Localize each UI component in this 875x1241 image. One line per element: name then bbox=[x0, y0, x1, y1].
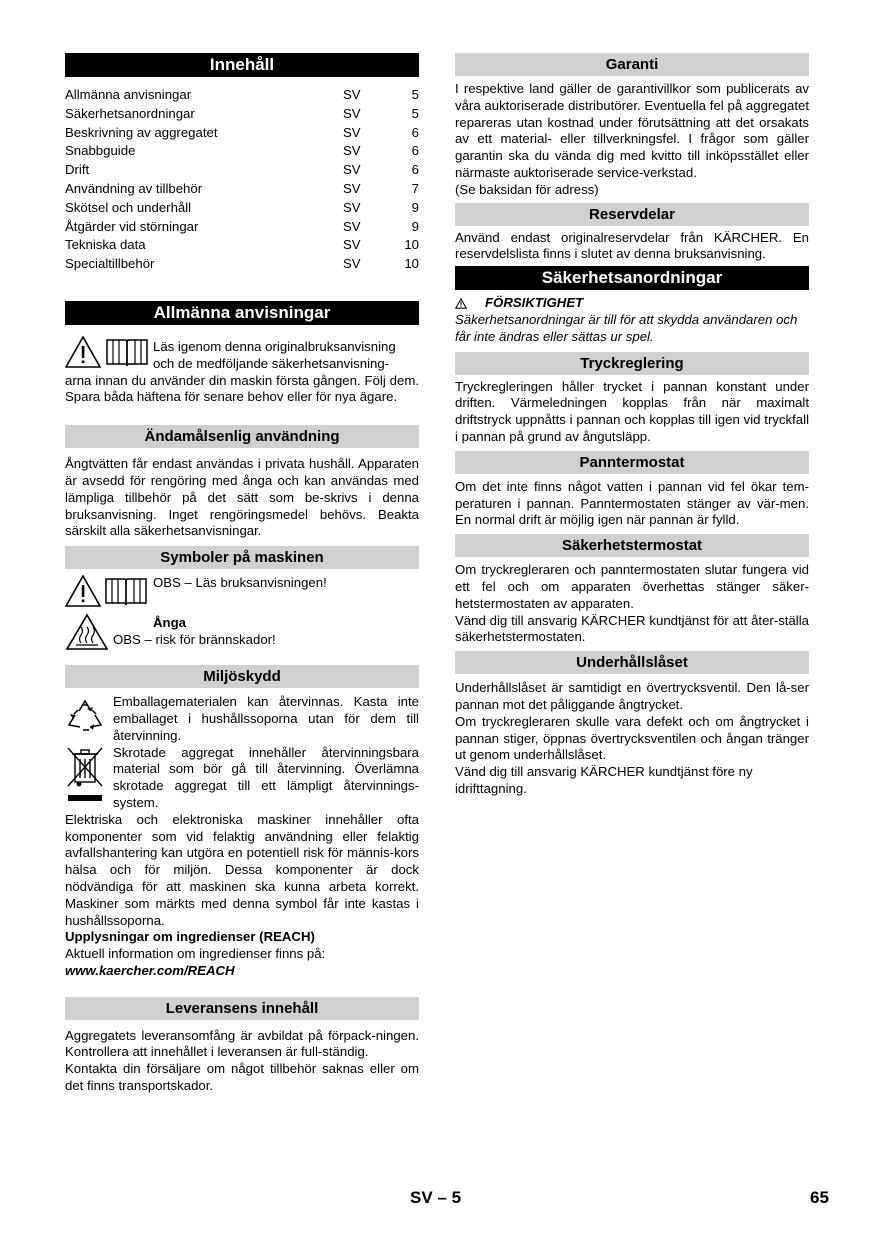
toc-entry-title: Säkerhetsanordningar bbox=[65, 105, 195, 121]
toc-entry-title: Användning av tillbehör bbox=[65, 180, 203, 196]
reach-text: Aktuell information om ingredienser finns på: bbox=[65, 946, 326, 962]
toc-entry-lang: SV bbox=[343, 105, 361, 121]
toc-entry-lang: SV bbox=[343, 87, 361, 102]
caution-label: FÖRSIKTIGHET bbox=[485, 295, 584, 311]
crossed-out-bin-icon bbox=[65, 745, 113, 805]
toc-entry-page: 9 bbox=[411, 218, 419, 234]
toc-entry-page: 10 bbox=[404, 256, 419, 272]
warning-icon bbox=[65, 336, 101, 368]
toc-row[interactable] bbox=[65, 161, 419, 180]
left-column bbox=[65, 53, 419, 1095]
safety-heading: Säkerhetsanordningar bbox=[455, 266, 809, 290]
weee-block bbox=[65, 745, 419, 812]
obs-read-text: OBS – Läs bruksanvisningen! bbox=[153, 575, 327, 591]
toc-entry-title: Allmänna anvisningar bbox=[65, 87, 192, 102]
toc-entry-page: 6 bbox=[411, 143, 419, 159]
caution-label-row bbox=[455, 295, 809, 312]
steam-title: Ånga bbox=[153, 615, 186, 631]
toc-entry-title: Beskrivning av aggregatet bbox=[65, 124, 218, 140]
toc-entry-lang: SV bbox=[343, 218, 361, 234]
boiler-thermostat-text: Om det inte finns något vatten i pannan vid fel ökar tem-peraturen i pannan. Panntermostaten stänger av vär-men. En normal drift är möjlig igen när pannan är fylld. bbox=[455, 478, 809, 528]
toc-row[interactable] bbox=[65, 236, 419, 255]
toc-entry-lang: SV bbox=[343, 162, 361, 178]
recycle-text: Emballagematerialen kan återvinnas. Kasta inte emballaget i hushållssoporna utan för dem till återvinning. bbox=[113, 694, 419, 743]
toc-row[interactable] bbox=[65, 255, 419, 274]
intro-rest: arna innan du använder din maskin första gången. Följ dem. Spara båda häftena för senare behov eller för nya ägare. bbox=[65, 372, 419, 405]
toc-entry-lang: SV bbox=[343, 199, 361, 215]
maintenance-lock-text-3: Vänd dig till ansvarig KÄRCHER kundtjänst före ny idrifttagning. bbox=[455, 764, 753, 796]
toc-row[interactable] bbox=[65, 105, 419, 124]
general-heading: Allmänna anvisningar bbox=[65, 301, 419, 325]
toc-entry-page: 10 bbox=[404, 237, 419, 253]
toc-entry-title: Tekniska data bbox=[65, 237, 146, 253]
intended-use-heading: Ändamålsenlig användning bbox=[65, 425, 419, 448]
toc-entry-title: Specialtillbehör bbox=[65, 256, 155, 272]
pressure-heading: Tryckreglering bbox=[455, 352, 809, 375]
toc-entry-lang: SV bbox=[343, 237, 361, 253]
pressure-text: Tryckregleringen håller trycket i pannan konstant under driften. Värmeledningen kopplas från när maximalt driftstryck uppnåtts i pannan och kopplas till igen vid tryckfall i pannan på grund av ångutsläpp. bbox=[455, 378, 809, 444]
warranty-address: (Se baksidan för adress) bbox=[455, 181, 599, 197]
manual-book-icon bbox=[105, 336, 149, 368]
caution-text: Säkerhetsanordningar är till för att skydda användaren och får inte ändras eller sättas ur spel. bbox=[455, 311, 798, 344]
warranty-heading: Garanti bbox=[455, 53, 809, 76]
toc-entry-page: 9 bbox=[411, 199, 419, 215]
spare-parts-heading: Reservdelar bbox=[455, 203, 809, 226]
caution-triangle-icon bbox=[455, 298, 485, 309]
symbol-steam bbox=[65, 613, 419, 651]
toc-entry-page: 6 bbox=[411, 162, 419, 178]
maintenance-lock-text-2: Om tryckregleraren skulle vara defekt och om ångtrycket i pannan stiger, öppnas övertrycksventilen och ångan tränger ut genom underhållslåset. bbox=[455, 713, 809, 763]
warranty-text: I respektive land gäller de garantivillkor som publicerats av våra auktoriserade distributörer. Eventuella fel på aggregatet repareras utan kostnad under förutsättning att det orsakats av ett material- eller tillverkningsfel. I frågor som gäller garantin ska du vända dig med kvitto till inköpsstället eller närmaste auktoriserade service-verkstad. bbox=[455, 81, 809, 180]
toc-entry-title: Åtgärder vid störningar bbox=[65, 218, 199, 234]
toc-entry-lang: SV bbox=[343, 256, 361, 272]
footer-language-page: SV – 5 bbox=[410, 1188, 462, 1207]
delivery-text-1: Aggregatets leveransomfång är avbildat på förpack-ningen. Kontrollera att innehållet i leveransen är full-ständig. bbox=[65, 1027, 419, 1060]
toc-row[interactable] bbox=[65, 180, 419, 199]
maintenance-lock-heading: Underhållslåset bbox=[455, 651, 809, 674]
symbols-heading: Symboler på maskinen bbox=[65, 546, 419, 569]
toc-entry-title: Skötsel och underhåll bbox=[65, 199, 192, 215]
safety-thermostat-text-1: Om tryckregleraren och panntermostaten slutar fungera vid ett fel och om apparaten överhettas stänger säker-hetstermostaten av apparaten. bbox=[455, 562, 809, 611]
spare-parts-text: Använd endast originalreservdelar från KÄRCHER. En reservdelslista finns i slutet av denna bruksanvisning. bbox=[455, 229, 809, 262]
toc-entry-title: Drift bbox=[65, 162, 90, 178]
toc-row[interactable] bbox=[65, 142, 419, 161]
toc-entry-lang: SV bbox=[343, 143, 361, 159]
delivery-text-2: Kontakta din försäljare om något tillbehör saknas eller om det finns transportskador. bbox=[65, 1061, 419, 1094]
table-of-contents bbox=[65, 86, 419, 274]
toc-entry-title: Snabbguide bbox=[65, 143, 136, 159]
environment-heading: Miljöskydd bbox=[65, 665, 419, 688]
steam-text: OBS – risk för brännskador! bbox=[113, 631, 276, 647]
weee-text: Skrotade aggregat innehåller återvinningsbara material som bör gå till återvinning. Överlämna skrotade aggregat till ett lämpligt återvinnings-system. bbox=[113, 744, 419, 810]
general-intro bbox=[65, 339, 419, 406]
toc-row[interactable] bbox=[65, 86, 419, 105]
toc-entry-page: 7 bbox=[411, 180, 419, 196]
toc-row[interactable] bbox=[65, 124, 419, 143]
delivery-heading: Leveransens innehåll bbox=[65, 997, 419, 1020]
maintenance-lock-text-1: Underhållslåset är samtidigt en övertrycksventil. Den lå-ser pannan mot det påliggande ångtrycket. bbox=[455, 680, 809, 712]
hot-steam-warning-icon bbox=[65, 613, 113, 651]
intended-use-text: Ångtvätten får endast användas i privata hushåll. Apparaten är avsedd för rengöring med ånga och kan användas med lämpliga tillbehör på det sätt som be-skrivs i denna bruksanvisning. Inget rengöringsmedel behövs. Beakta särskilt alla säkerhetsanvisningar. bbox=[65, 456, 419, 539]
symbol-read-manual bbox=[65, 575, 419, 607]
recycling-block bbox=[65, 694, 419, 744]
intro-line-2: och de medföljande säkerhetsanvisning- bbox=[153, 355, 390, 371]
reach-title: Upplysningar om ingredienser (REACH) bbox=[65, 929, 315, 945]
toc-entry-lang: SV bbox=[343, 180, 361, 196]
toc-row[interactable] bbox=[65, 218, 419, 237]
electrical-text: Elektriska och elektroniska maskiner innehåller ofta komponenter som vid felaktig användning eller felaktig avfallshantering kan utgöra en potentiell risk för männis-kors hälsa och för miljön. Dessa komponenter är dock nödvändiga för att maskinen ska kunna arbeta korrekt. Maskiner som märkts med denna symbol får inte kastas i hushållssoporna. bbox=[65, 811, 419, 928]
footer-page-number: 65 bbox=[810, 1188, 829, 1207]
toc-entry-lang: SV bbox=[343, 124, 361, 140]
safety-thermostat-heading: Säkerhetstermostat bbox=[455, 534, 809, 557]
right-column bbox=[455, 53, 809, 798]
toc-entry-page: 5 bbox=[411, 87, 419, 102]
toc-entry-page: 5 bbox=[411, 105, 419, 121]
toc-heading: Innehåll bbox=[65, 53, 419, 77]
recycling-icon bbox=[65, 697, 113, 735]
warning-icon bbox=[65, 575, 101, 607]
manual-book-icon bbox=[104, 575, 148, 607]
intro-line-1: Läs igenom denna originalbruksanvisning bbox=[153, 338, 396, 354]
safety-thermostat-text-2: Vänd dig till ansvarig KÄRCHER kundtjänst för att åter-ställa säkerhetstermostaten. bbox=[455, 612, 809, 645]
reach-link[interactable]: www.kaercher.com/REACH bbox=[65, 962, 235, 978]
boiler-thermostat-heading: Panntermostat bbox=[455, 451, 809, 474]
toc-entry-page: 6 bbox=[411, 124, 419, 140]
toc-row[interactable] bbox=[65, 199, 419, 218]
